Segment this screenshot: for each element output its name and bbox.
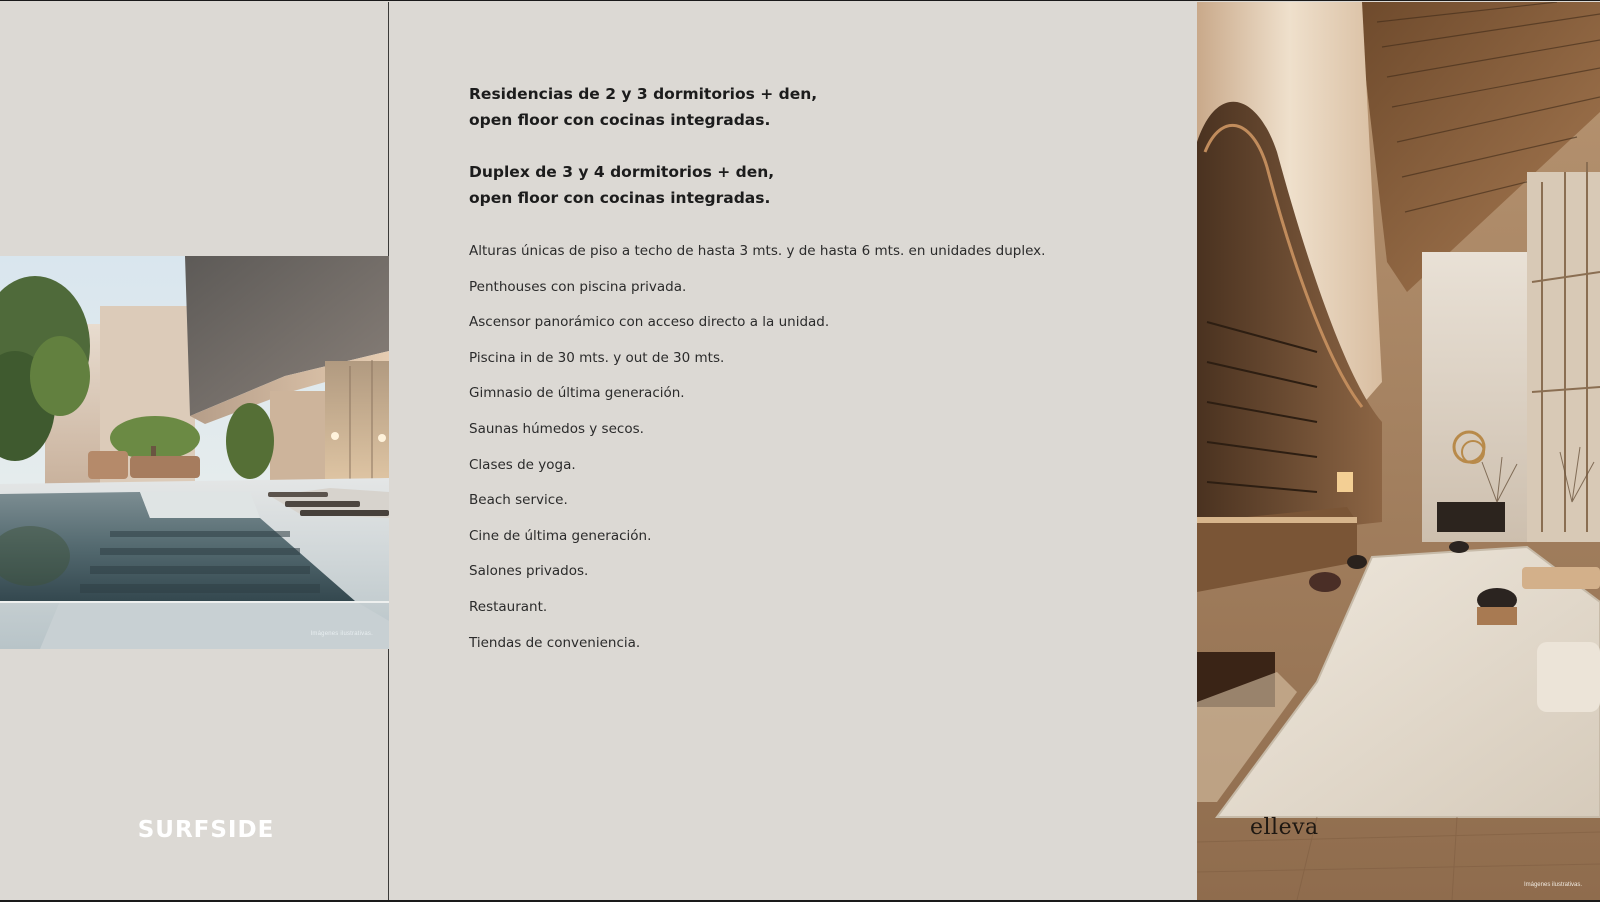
heading-line: open floor con cocinas integradas. <box>469 189 771 207</box>
heading-line: Residencias de 2 y 3 dormitorios + den, <box>469 85 818 103</box>
heading-line: Duplex de 3 y 4 dormitorios + den, <box>469 163 775 181</box>
list-item: Restaurant. <box>469 598 548 615</box>
left-panel <box>0 2 389 900</box>
pool-image-caption: Imágenes ilustrativas. <box>310 631 373 637</box>
list-item: Penthouses con piscina privada. <box>469 278 687 295</box>
list-item: Clases de yoga. <box>469 456 576 473</box>
list-item: Cine de última generación. <box>469 527 652 544</box>
lobby-image <box>1197 2 1600 900</box>
duplex-heading <box>469 159 774 211</box>
heading-line: open floor con cocinas integradas. <box>469 111 771 129</box>
elleva-logo: elleva <box>1250 815 1319 840</box>
list-item: Gimnasio de última generación. <box>469 385 685 402</box>
lobby-image-caption: Imágenes ilustrativas. <box>1523 882 1582 888</box>
amenities-list <box>469 240 1045 667</box>
pool-terrace-image <box>0 256 389 649</box>
list-item: Ascensor panorámico con acceso directo a la unidad. <box>469 314 830 331</box>
residences-heading <box>469 81 817 133</box>
list-item: Alturas únicas de piso a techo de hasta 3 mts. y de hasta 6 mts. en unidades duplex. <box>469 243 1046 259</box>
list-item: Saunas húmedos y secos. <box>469 420 644 437</box>
list-item: Piscina in de 30 mts. y out de 30 mts. <box>469 349 725 366</box>
surfside-logo: SURFSIDE <box>137 817 275 843</box>
list-item: Beach service. <box>469 492 568 509</box>
list-item: Tiendas de conveniencia. <box>469 634 641 651</box>
list-item: Salones privados. <box>469 563 589 580</box>
features-panel <box>390 2 1197 900</box>
